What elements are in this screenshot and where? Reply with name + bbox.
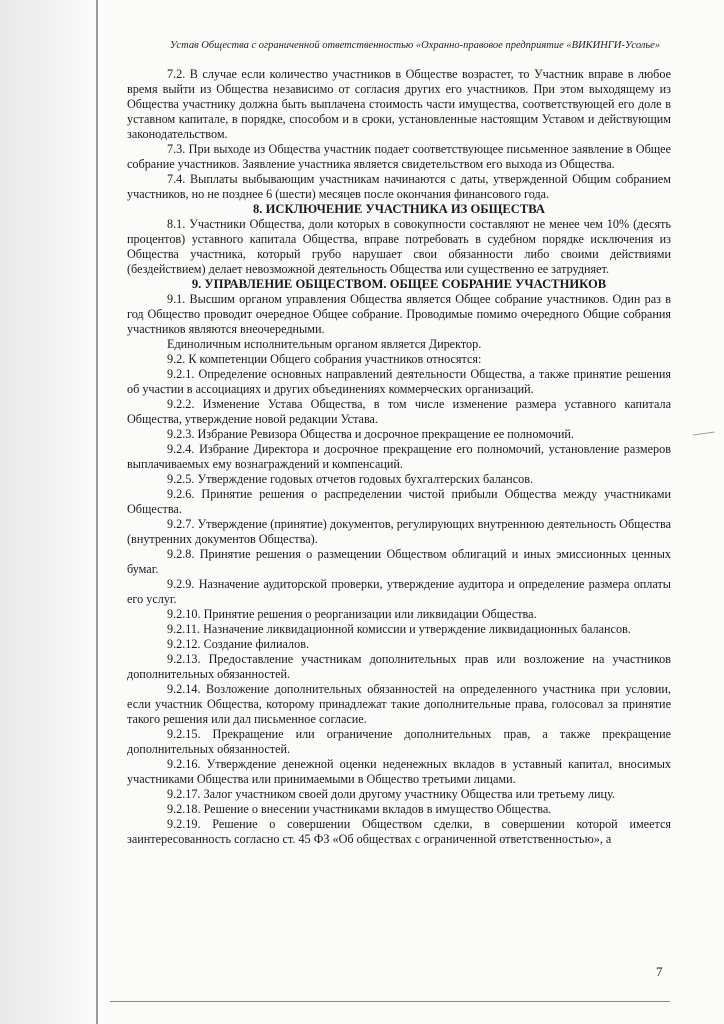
document-body: [127, 67, 671, 847]
paragraph: 9.2.2. Изменение Устава Общества, в том числе изменение размера уставного капитала Общества, утверждение новой редакции Устава.: [127, 397, 671, 426]
paragraph: 9.2.16. Утверждение денежной оценки неденежных вкладов в уставный капитал, вносимых участниками Общества или принимаемыми в Общество третьими лицами.: [127, 757, 671, 786]
paragraph: 9.1. Высшим органом управления Общества является Общее собрание участников. Один раз в год Общество проводит очередное Общее собрание. Проводимые помимо очередного Общие собрания участников являются внеочередными.: [127, 292, 671, 336]
section-heading: 9. УПРАВЛЕНИЕ ОБЩЕСТВОМ. ОБЩЕЕ СОБРАНИЕ УЧАСТНИКОВ: [191, 277, 607, 291]
paragraph: 8.1. Участники Общества, доли которых в совокупности составляют не менее чем 10% (десять процентов) уставного капитала Общества, вправе потребовать в судебном порядке исключения из Общества участника, который грубо нарушает свои обязанности либо своими действиями (бездействием) делает невозможной деятельность Общества или существенно ее затрудняет.: [127, 217, 671, 276]
scan-bottom-line: [110, 1001, 670, 1002]
paragraph: 9.2.14. Возложение дополнительных обязанностей на определенного участника при условии, если участник Общества, которому принадлежат такие дополнительные права, голосовал за принятие такого решения или дал письменное согласие.: [127, 682, 671, 726]
paragraph: 9.2.19. Решение о совершении Обществом сделки, в совершении которой имеется заинтересованность согласно ст. 45 ФЗ «Об обществах с ограниченной ответственностью», а: [127, 817, 671, 846]
paragraph: 9.2.15. Прекращение или ограничение дополнительных прав, а также прекращение дополнительных обязанностей.: [127, 727, 671, 756]
paragraph: 9.2.9. Назначение аудиторской проверки, утверждение аудитора и определение размера оплаты его услуг.: [127, 577, 671, 606]
paragraph: 9.2.18. Решение о внесении участниками вкладов в имущество Общества.: [167, 802, 552, 816]
paragraph: 9.2.12. Создание филиалов.: [167, 637, 310, 651]
paragraph: 7.3. При выходе из Общества участник подает соответствующее письменное заявление в Общее собрание участников. Заявление участника является свидетельством его выхода из Общества.: [127, 142, 671, 171]
paragraph: Единоличным исполнительным органом является Директор.: [167, 337, 482, 351]
paragraph: 7.2. В случае если количество участников в Обществе возрастет, то Участник вправе в любое время выйти из Общества независимо от согласия других его участников. При этом выходящему из Общества участнику должна быть выплачена стоимость части имущества, соответствующей его доле в уставном капитале, в порядке, способом и в сроки, установленные настоящим Уставом и действующим законодательством.: [127, 67, 671, 141]
binding-edge: [96, 0, 98, 1024]
paragraph: 9.2.13. Предоставление участникам дополнительных прав или возложение на участников дополнительных обязанностей.: [127, 652, 671, 681]
binding-shadow: [0, 0, 96, 1024]
paragraph: 9.2.5. Утверждение годовых отчетов годовых бухгалтерских балансов.: [167, 472, 534, 486]
margin-mark: [693, 432, 716, 442]
paragraph: 9.2.7. Утверждение (принятие) документов, регулирующих внутреннюю деятельность Общества (внутренних документов Общества).: [127, 517, 671, 546]
paragraph: 9.2.1. Определение основных направлений деятельности Общества, а также принятие решения об участии в ассоциациях и других объединениях коммерческих организаций.: [127, 367, 671, 396]
paragraph: 9.2.10. Принятие решения о реорганизации или ликвидации Общества.: [167, 607, 537, 621]
running-header: Устав Общества с ограниченной ответственностью «Охранно-правовое предприятие «ВИКИНГИ-Усолье»: [169, 40, 661, 51]
paragraph: 9.2. К компетенции Общего собрания участников относятся:: [167, 352, 482, 366]
section-heading: 8. ИСКЛЮЧЕНИЕ УЧАСТНИКА ИЗ ОБЩЕСТВА: [252, 202, 546, 216]
paragraph: 9.2.3. Избрание Ревизора Общества и досрочное прекращение ее полномочий.: [167, 427, 574, 441]
page-number: 7: [656, 964, 663, 979]
paragraph: 9.2.4. Избрание Директора и досрочное прекращение его полномочий, установление размеров выплачиваемых ему вознаграждений и компенсаций.: [127, 442, 671, 471]
paragraph: 9.2.6. Принятие решения о распределении чистой прибыли Общества между участниками Общества.: [127, 487, 671, 516]
paragraph: 9.2.11. Назначение ликвидационной комиссии и утверждение ликвидационных балансов.: [167, 622, 631, 636]
paragraph: 9.2.8. Принятие решения о размещении Обществом облигаций и иных эмиссионных ценных бумаг.: [127, 547, 671, 576]
paragraph: 7.4. Выплаты выбывающим участникам начинаются с даты, утвержденной Общим собранием участников, но не позднее 6 (шести) месяцев после окончания финансового года.: [127, 172, 671, 201]
paragraph: 9.2.17. Залог участником своей доли другому участнику Общества или третьему лицу.: [167, 787, 615, 801]
